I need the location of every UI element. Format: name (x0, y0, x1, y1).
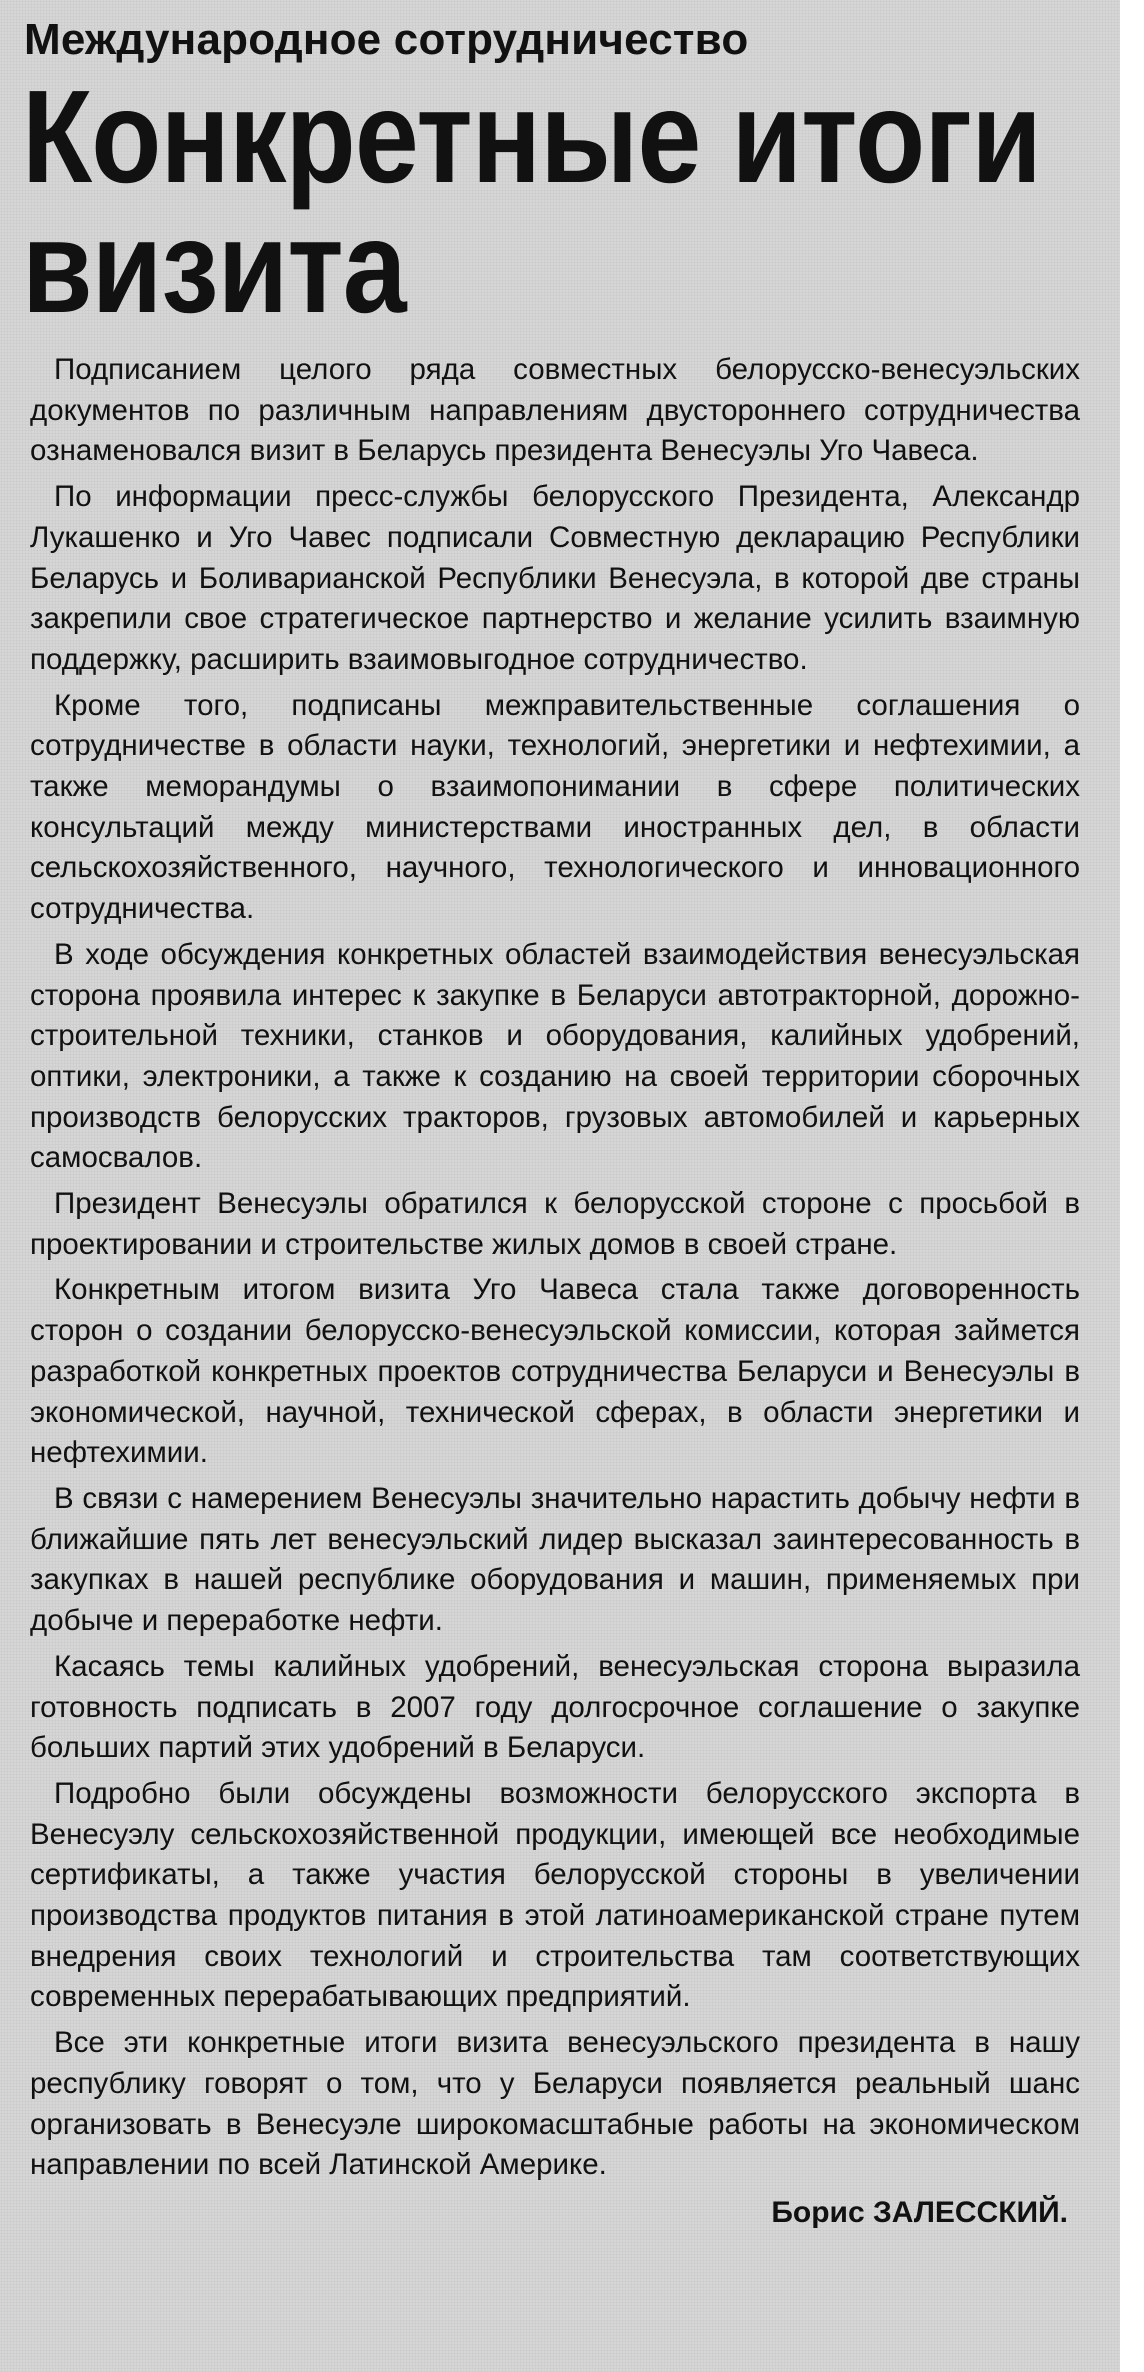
paragraph-9: Подробно были обсуждены возможности белорусского экспорта в Венесуэлу сельскохозяйственной продукции, имеющей все необходимые сертификаты, а также участия белорусской стороны в увеличении производства продуктов питания в этой латиноамериканской стране путем внедрения своих технологий и строительства там соответствующих современных перерабатывающих предприятий. (30, 1776, 1080, 2014)
paragraph-4: В ходе обсуждения конкретных областей взаимодействия венесуэльская сторона проявила интерес к закупке в Беларуси автотракторной, дорожно-строительной техники, станков и оборудования, калийных удобрений, оптики, электроники, а также к созданию на своей территории сборочных производств белорусских тракторов, грузовых автомобилей и карьерных самосвалов. (30, 937, 1080, 1175)
article-headline (22, 63, 1066, 340)
paragraph-2: По информации пресс-службы белорусского Президента, Александр Лукашенко и Уго Чавес подписали Совместную декларацию Республики Беларусь и Боливарианской Республики Венесуэла, в которой две страны закрепили свое стратегическое партнерство и желание усилить взаимную поддержку, расширить взаимовыгодное сотрудничество. (30, 480, 1080, 676)
paragraph-3: Кроме того, подписаны межправительственные соглашения о сотрудничестве в области науки, технологий, энергетики и нефтехимии, а также меморандумы о взаимопонимании в сфере политических консультаций между министерствами иностранных дел, в области сельскохозяйственного, научного, технологического и инновационного сотрудничества. (30, 688, 1080, 926)
paragraph-1: Подписанием целого ряда совместных белорусско-венесуэльских документов по различным направлениям двустороннего сотрудничества ознаменовался визит в Беларусь президента Венесуэлы Уго Чавеса. (30, 353, 1080, 468)
section-rubric: Международное сотрудничество (24, 15, 749, 64)
author-byline: Борис ЗАЛЕССКИЙ. (771, 2195, 1068, 2229)
headline-line-1: Конкретные итоги (22, 63, 1042, 210)
article-body (22, 350, 1080, 2186)
paragraph-6: Конкретным итогом визита Уго Чавеса стала также договоренность сторон о создании белорусско-венесуэльской комиссии, которая займется разработкой конкретных проектов сотрудничества Беларуси и Венесуэлы в экономической, научной, технической сферах, в области энергетики и нефтехимии. (30, 1273, 1080, 1470)
paragraph-7: В связи с намерением Венесуэлы значительно нарастить добычу нефти в ближайшие пять лет венесуэльский лидер высказал заинтересованность в закупках в нашей республике оборудования и машин, применяемых при добыче и переработке нефти. (30, 1481, 1080, 1638)
paragraph-5: Президент Венесуэлы обратился к белорусской стороне с просьбой в проектировании и строительстве жилых домов в своей стране. (30, 1187, 1080, 1261)
headline-line-2: визита (22, 193, 406, 340)
paragraph-10: Все эти конкретные итоги визита венесуэльского президента в нашу республику говорят о том, что у Беларуси появляется реальный шанс организовать в Венесуэле широкомасштабные работы на экономическом направлении по всей Латинской Америке. (30, 2026, 1080, 2182)
paragraph-8: Касаясь темы калийных удобрений, венесуэльская сторона выразила готовность подписать в 2007 году долгосрочное соглашение о закупке больших партий этих удобрений в Беларуси. (30, 1649, 1080, 1765)
